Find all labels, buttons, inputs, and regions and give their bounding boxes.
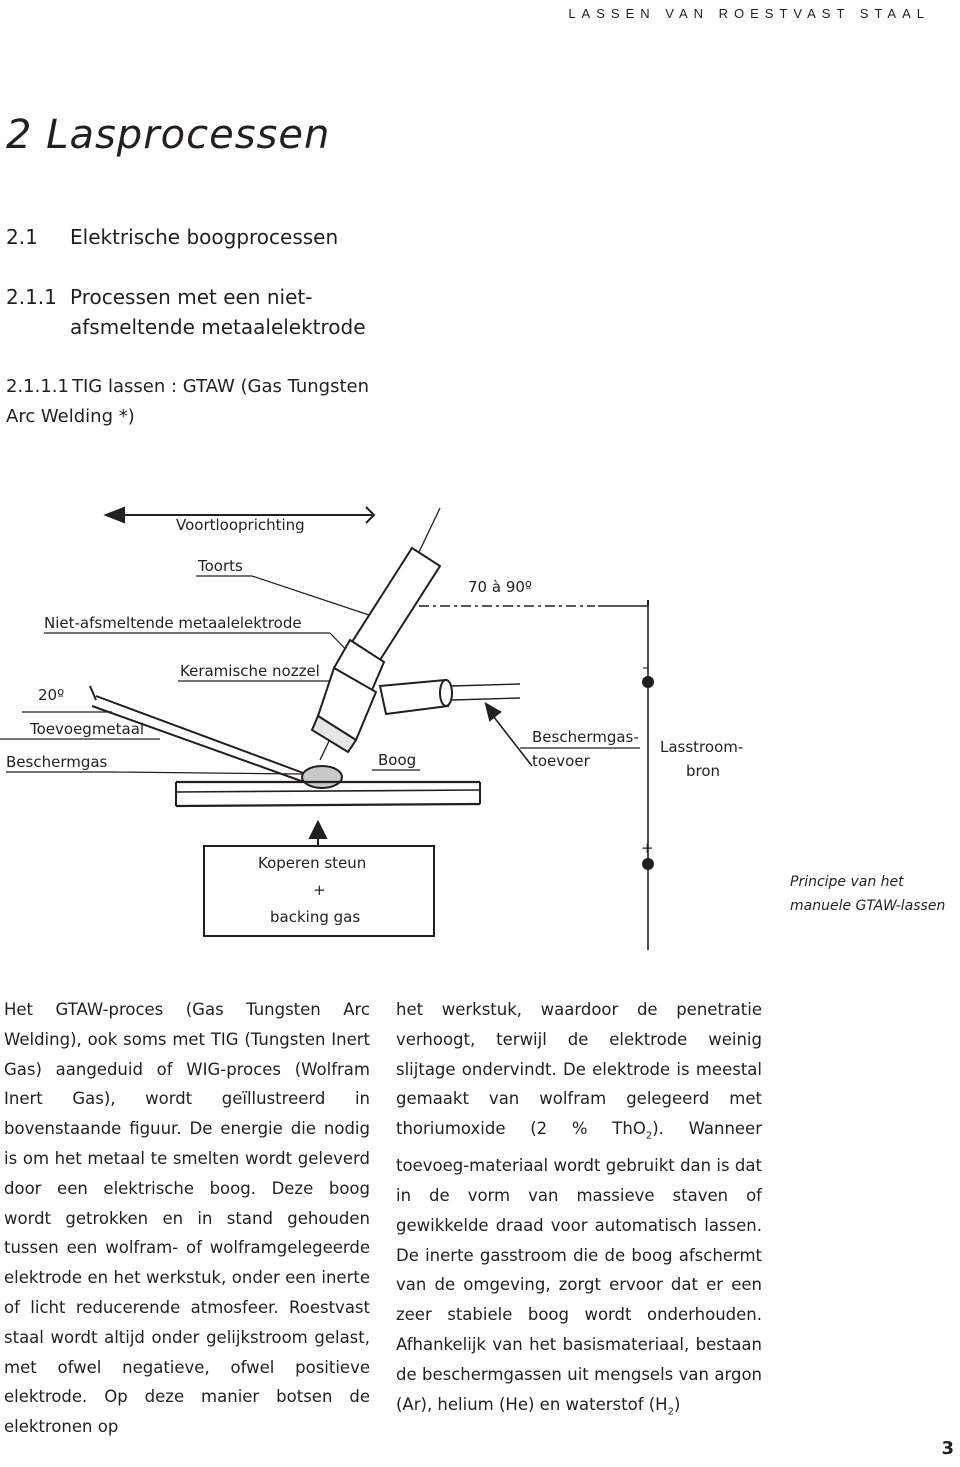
subsubsection-title-line1: TIG lassen : GTAW (Gas Tungsten bbox=[72, 376, 370, 397]
gas-supply-arrowhead bbox=[486, 704, 500, 720]
gas-supply-label-1: Beschermgas- bbox=[532, 728, 639, 746]
chapter-title: 2 Lasprocessen bbox=[6, 112, 331, 158]
minus-terminal bbox=[643, 677, 653, 687]
torch-label: Toorts bbox=[198, 557, 243, 575]
filler-label: Toevoegmetaal bbox=[30, 720, 145, 738]
torch-handle bbox=[352, 548, 440, 660]
body-column-right bbox=[396, 995, 762, 1427]
subsubsection-number: 2.1.1.1 bbox=[6, 376, 69, 397]
figure-caption-line1: Principe van het bbox=[790, 874, 904, 890]
section-title: Elektrische boogprocessen bbox=[70, 225, 339, 249]
minus-label: – bbox=[642, 658, 650, 676]
support-arrowhead bbox=[310, 822, 326, 838]
body-right-part2: ). Wanneer toevoeg-materiaal wordt gebruikt dan is dat in de vorm van massieve staven of gewikkelde draad voor automatisch lassen. De inerte gasstroom die de boog afschermt van de omgeving, zorgt ervoor dat er een zeer stabiele boog wordt onderhouden. Afhankelijk van het basismateriaal, bestaan de beschermgassen uit mengsels van argon (Ar), helium (He) en waterstof (H bbox=[396, 1119, 762, 1414]
body-right-part3: ) bbox=[673, 1394, 681, 1414]
section-heading bbox=[6, 222, 338, 252]
filler-angle-label: 20º bbox=[38, 686, 65, 704]
subsubsection-heading bbox=[6, 372, 369, 432]
arc-label: Boog bbox=[378, 751, 417, 769]
subscript-h2: 2 bbox=[667, 1405, 674, 1417]
power-source-label-2: bron bbox=[686, 762, 721, 780]
running-header: LASSEN VAN ROESTVAST STAAL bbox=[568, 6, 930, 21]
subsection-title-line1: Processen met een niet- bbox=[70, 285, 313, 309]
subsection-heading bbox=[6, 282, 366, 342]
plus-terminal bbox=[643, 859, 653, 869]
gas-supply-label-2: toevoer bbox=[532, 752, 590, 770]
electrode-label: Niet-afsmeltende metaalelektrode bbox=[44, 614, 302, 632]
direction-label: Voortlooprichting bbox=[176, 516, 305, 534]
subsection-number: 2.1.1 bbox=[6, 285, 57, 309]
weld-pool bbox=[302, 766, 342, 788]
section-number: 2.1 bbox=[6, 225, 38, 249]
subsection-title-line2: afsmeltende metaalelektrode bbox=[70, 315, 366, 339]
nozzle-label: Keramische nozzel bbox=[180, 662, 320, 680]
subscript-tho2: 2 bbox=[645, 1130, 653, 1142]
power-source-label-1: Lasstroom- bbox=[660, 738, 744, 756]
body-right-part1: het werkstuk, waardoor de penetratie verhoogt, terwijl de elektrode weinig slijtage ondervindt. De elektrode is meestal gemaakt van wolfram gelegeerd met thoriumoxide (2 % ThO bbox=[396, 1000, 762, 1139]
angle-filler-arrow bbox=[90, 686, 96, 700]
figure-caption-line2: manuele GTAW-lassen bbox=[790, 898, 946, 914]
support-label-2: + bbox=[313, 881, 326, 899]
direction-arrowhead bbox=[106, 508, 124, 522]
torch-angle-label: 70 à 90º bbox=[468, 578, 532, 596]
support-label-1: Koperen steun bbox=[258, 854, 367, 872]
subsubsection-title-line2: Arc Welding *) bbox=[6, 406, 135, 427]
power-source-outline bbox=[598, 606, 648, 950]
shield-gas-label: Beschermgas bbox=[6, 753, 108, 771]
body-column-left bbox=[4, 995, 370, 1442]
workpiece-bottom bbox=[176, 804, 480, 806]
page-number: 3 bbox=[941, 1438, 954, 1459]
body-paragraph-right bbox=[396, 995, 762, 1427]
gas-tube bbox=[380, 680, 448, 714]
support-label-3: backing gas bbox=[270, 908, 361, 926]
body-paragraph-left: Het GTAW-proces (Gas Tungsten Arc Welding), ook soms met TIG (Tungsten Inert Gas) aangeduid of WIG-proces (Wolfram Inert Gas), wordt geïllustreerd in bovenstaande figuur. De energie die nodig is om het metaal te smelten wordt geleverd door een elektrische boog. Deze boog wordt getrokken en in stand gehouden tussen een wolfram- of wolframgelegeerde elektrode en het werkstuk, onder een inerte of licht reducerende atmosfeer. Roestvast staal wordt altijd onder gelijkstroom gelast, met ofwel negatieve, ofwel positieve elektrode. Op deze manier botsen de elektronen op bbox=[4, 1000, 370, 1437]
plus-label: + bbox=[641, 839, 654, 857]
gtaw-diagram bbox=[0, 490, 960, 950]
